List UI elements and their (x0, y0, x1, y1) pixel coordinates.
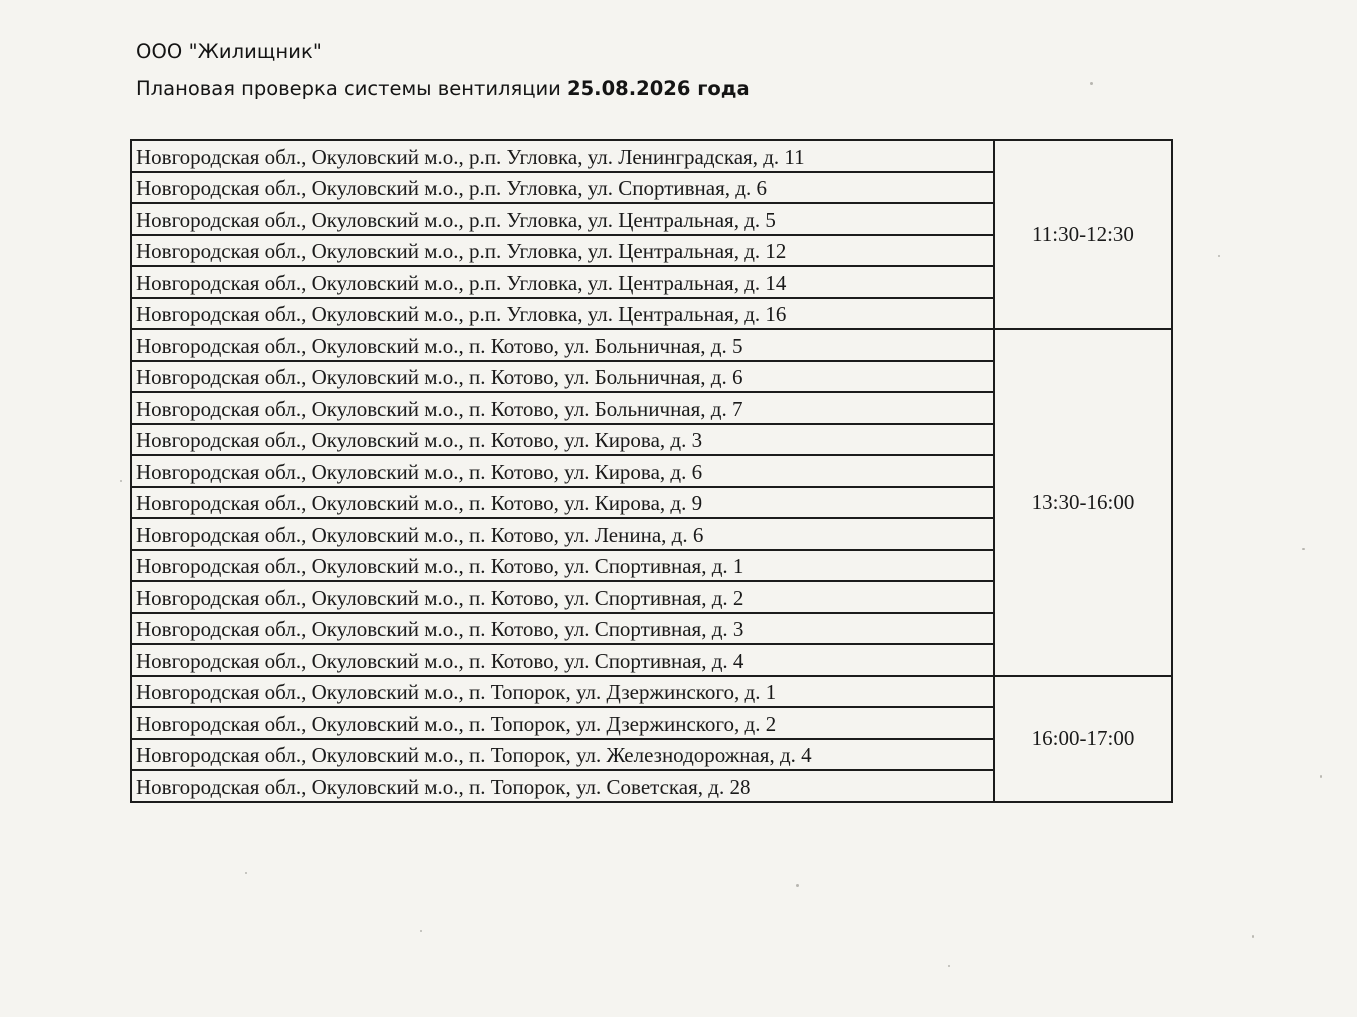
schedule-table-body (131, 140, 1172, 802)
address-cell: Новгородская обл., Окуловский м.о., п. Котово, ул. Больничная, д. 6 (131, 361, 994, 393)
scan-speck (120, 480, 122, 482)
scan-speck (796, 884, 799, 887)
scan-speck (1218, 255, 1220, 257)
scan-speck (1320, 775, 1322, 778)
scan-speck (948, 965, 950, 967)
scan-speck (245, 872, 247, 874)
address-cell: Новгородская обл., Окуловский м.о., п. Котово, ул. Спортивная, д. 4 (131, 644, 994, 676)
address-cell: Новгородская обл., Окуловский м.о., п. Котово, ул. Спортивная, д. 1 (131, 550, 994, 582)
time-slot-cell: 13:30-16:00 (994, 329, 1172, 676)
address-cell: Новгородская обл., Окуловский м.о., р.п. Угловка, ул. Центральная, д. 14 (131, 266, 994, 298)
address-cell: Новгородская обл., Окуловский м.о., п. Котово, ул. Ленина, д. 6 (131, 518, 994, 550)
scan-speck (1252, 935, 1254, 938)
address-cell: Новгородская обл., Окуловский м.о., п. Котово, ул. Кирова, д. 6 (131, 455, 994, 487)
address-cell: Новгородская обл., Окуловский м.о., п. Котово, ул. Кирова, д. 3 (131, 424, 994, 456)
address-cell: Новгородская обл., Окуловский м.о., п. Котово, ул. Кирова, д. 9 (131, 487, 994, 519)
time-slot-cell: 16:00-17:00 (994, 676, 1172, 802)
address-cell: Новгородская обл., Окуловский м.о., р.п. Угловка, ул. Спортивная, д. 6 (131, 172, 994, 204)
company-name: ООО "Жилищник" (136, 40, 322, 63)
address-cell: Новгородская обл., Окуловский м.о., р.п. Угловка, ул. Ленинградская, д. 11 (131, 140, 994, 172)
scan-speck (1090, 82, 1093, 85)
address-cell: Новгородская обл., Окуловский м.о., р.п. Угловка, ул. Центральная, д. 12 (131, 235, 994, 267)
address-cell: Новгородская обл., Окуловский м.о., п. Топорок, ул. Дзержинского, д. 1 (131, 676, 994, 708)
inspection-schedule-table (130, 139, 1173, 803)
address-cell: Новгородская обл., Окуловский м.о., п. Котово, ул. Больничная, д. 7 (131, 392, 994, 424)
table-row (131, 140, 1172, 172)
scan-speck (1302, 548, 1305, 550)
address-cell: Новгородская обл., Окуловский м.о., п. Топорок, ул. Дзержинского, д. 2 (131, 707, 994, 739)
address-cell: Новгородская обл., Окуловский м.о., п. Котово, ул. Спортивная, д. 2 (131, 581, 994, 613)
table-row (131, 329, 1172, 361)
scan-speck (420, 930, 422, 932)
address-cell: Новгородская обл., Окуловский м.о., п. Топорок, ул. Железнодорожная, д. 4 (131, 739, 994, 771)
address-cell: Новгородская обл., Окуловский м.о., п. Котово, ул. Спортивная, д. 3 (131, 613, 994, 645)
time-slot-cell: 11:30-12:30 (994, 140, 1172, 329)
document-header (136, 38, 750, 103)
address-cell: Новгородская обл., Окуловский м.о., п. Топорок, ул. Советская, д. 28 (131, 770, 994, 802)
title-text: Плановая проверка системы вентиляции (136, 77, 568, 100)
address-cell: Новгородская обл., Окуловский м.о., п. Котово, ул. Больничная, д. 5 (131, 329, 994, 361)
inspection-date: 25.08.2026 года (567, 77, 750, 100)
address-cell: Новгородская обл., Окуловский м.о., р.п. Угловка, ул. Центральная, д. 5 (131, 203, 994, 235)
address-cell: Новгородская обл., Окуловский м.о., р.п. Угловка, ул. Центральная, д. 16 (131, 298, 994, 330)
document-title (136, 75, 750, 103)
table-row (131, 676, 1172, 708)
